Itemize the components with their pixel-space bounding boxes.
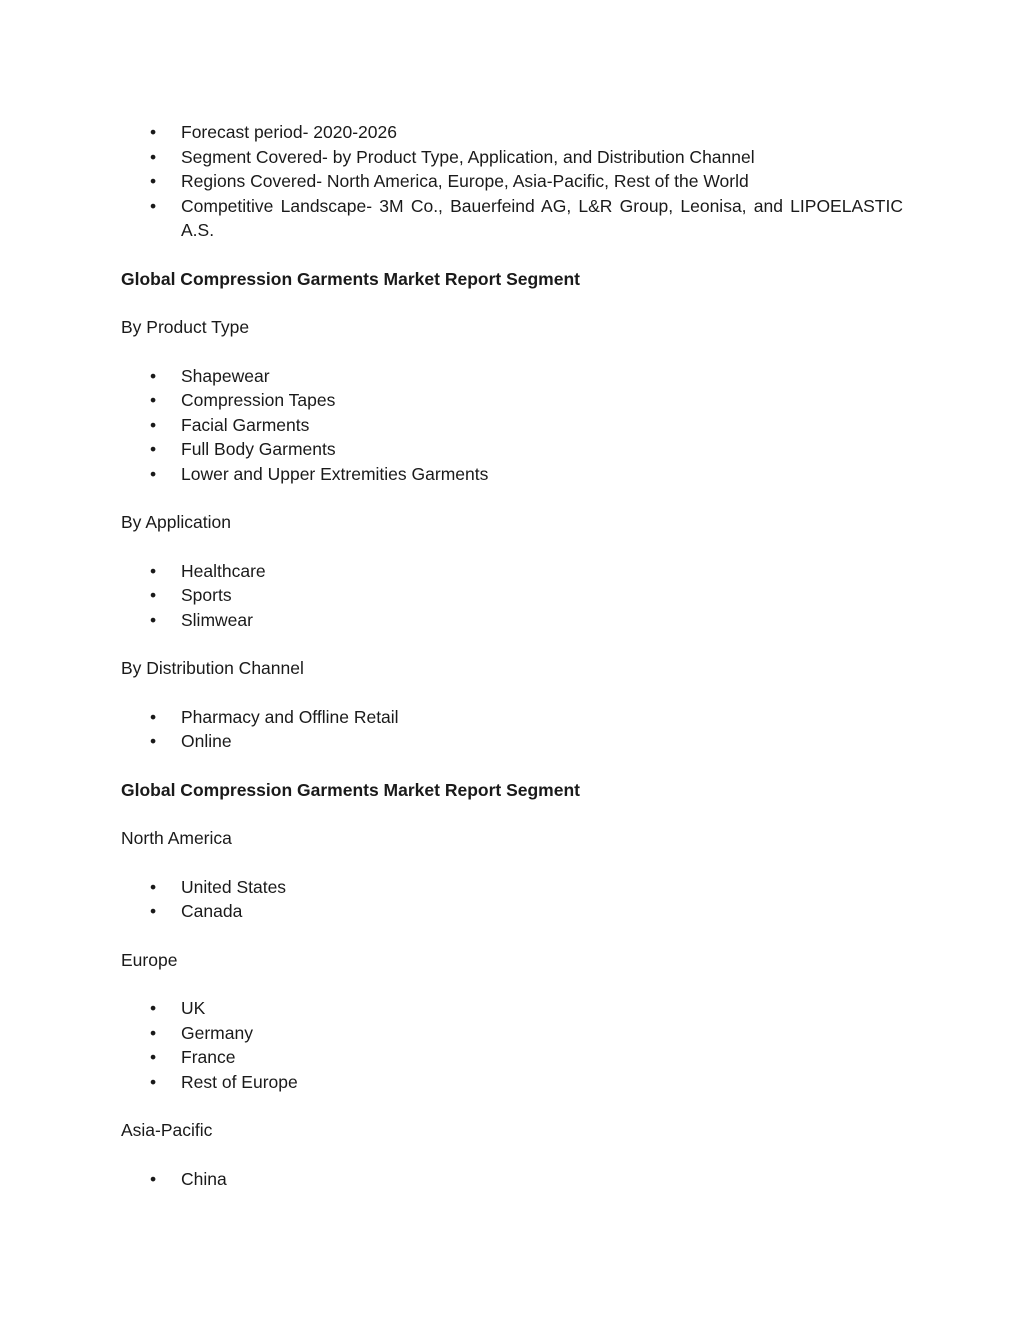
asia-pacific-label: Asia-Pacific: [121, 1120, 213, 1140]
intro-list: [121, 120, 903, 243]
europe-label: Europe: [121, 949, 178, 970]
application-list: [121, 559, 903, 633]
list-item: • Healthcare: [121, 559, 903, 584]
list-item: • Regions Covered- North America, Europe, Asia-Pacific, Rest of the World: [121, 169, 903, 194]
region-heading: Global Compression Garments Market Report Segment: [121, 779, 580, 800]
list-item: • United States: [121, 875, 903, 900]
list-item: • Compression Tapes: [121, 388, 903, 413]
document-page: [121, 120, 903, 1191]
list-item: • China: [121, 1167, 903, 1192]
list-item: • Sports: [121, 583, 903, 608]
list-item: • Slimwear: [121, 608, 903, 633]
distribution-list: [121, 705, 903, 754]
north-america-label: North America: [121, 828, 232, 848]
list-item: • Lower and Upper Extremities Garments: [121, 462, 903, 487]
list-item: • Full Body Garments: [121, 437, 903, 462]
north-america-list: [121, 875, 903, 924]
list-item: • Online: [121, 729, 903, 754]
list-item: • Forecast period- 2020-2026: [121, 120, 903, 145]
list-item: • Facial Garments: [121, 413, 903, 438]
list-item: • Canada: [121, 899, 903, 924]
list-item: • France: [121, 1045, 903, 1070]
list-item: • Shapewear: [121, 364, 903, 389]
europe-list: [121, 996, 903, 1094]
application-label: By Application: [121, 512, 231, 532]
distribution-label: By Distribution Channel: [121, 658, 304, 678]
list-item: • Pharmacy and Offline Retail: [121, 705, 903, 730]
product-type-label: By Product Type: [121, 317, 250, 337]
list-item: • Segment Covered- by Product Type, Application, and Distribution Channel: [121, 145, 903, 170]
list-item: • Rest of Europe: [121, 1070, 903, 1095]
list-item: • UK: [121, 996, 903, 1021]
asia-pacific-list: [121, 1167, 903, 1192]
product-type-list: [121, 364, 903, 487]
list-item: • Germany: [121, 1021, 903, 1046]
segment-heading: Global Compression Garments Market Report Segment: [121, 268, 580, 289]
list-item: • Competitive Landscape- 3M Co., Bauerfeind AG, L&R Group, Leonisa, and LIPOELASTIC A.S.: [121, 194, 903, 243]
